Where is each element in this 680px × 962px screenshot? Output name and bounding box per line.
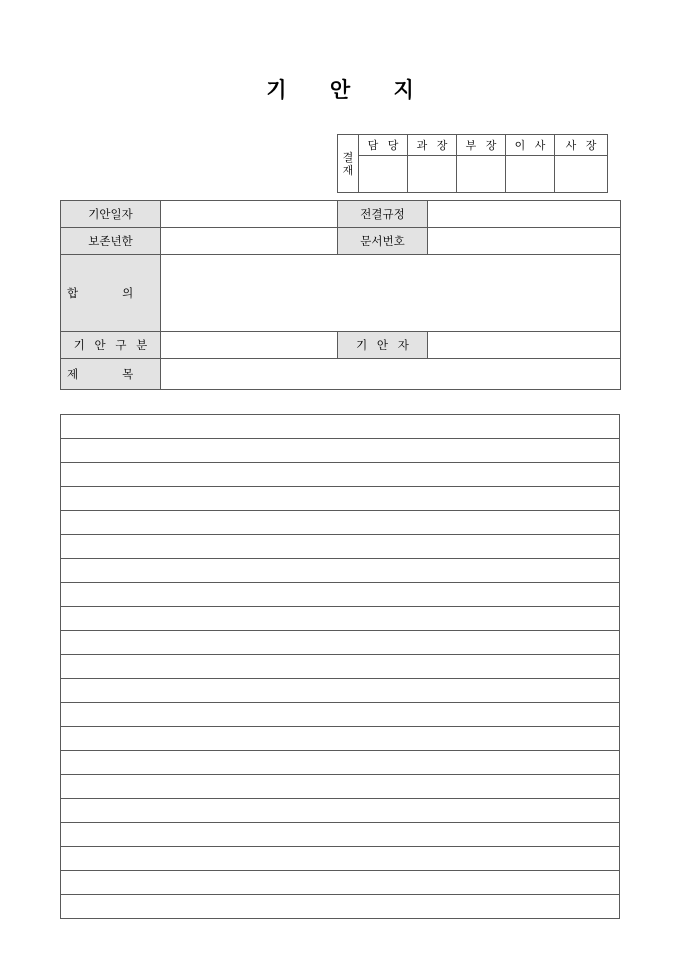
form-row-agreement [61,255,621,332]
approval-column-sajang: 사 장 [555,135,608,156]
content-line-cell[interactable] [61,511,620,535]
content-line-cell[interactable] [61,799,620,823]
approval-signature-damdang[interactable] [359,156,408,193]
approval-column-isa: 이 사 [506,135,555,156]
content-line-cell[interactable] [61,487,620,511]
content-line-cell[interactable] [61,847,620,871]
approval-label-char-2: 재 [342,163,354,177]
content-line-cell[interactable] [61,823,620,847]
content-line-cell[interactable] [61,607,620,631]
approval-signature-sajang[interactable] [555,156,608,193]
content-line-row [61,559,620,583]
value-draft-date[interactable] [161,201,338,228]
label-subject-char-1: 제 [67,367,79,381]
form-row-subject [61,359,621,390]
content-line-cell[interactable] [61,535,620,559]
content-line-row [61,703,620,727]
content-line-row [61,631,620,655]
value-delegation-rule[interactable] [428,201,621,228]
label-subject [61,359,161,390]
content-line-cell[interactable] [61,583,620,607]
label-agreement-char-2: 의 [122,286,134,300]
content-line-cell[interactable] [61,895,620,919]
label-document-number: 문서번호 [338,228,428,255]
value-retention-period[interactable] [161,228,338,255]
content-line-cell[interactable] [61,631,620,655]
content-line-row [61,679,620,703]
label-draft-date: 기안일자 [61,201,161,228]
content-line-cell[interactable] [61,463,620,487]
approval-label-cell [338,135,359,193]
content-lines-table [60,414,620,919]
content-line-row [61,511,620,535]
content-line-cell[interactable] [61,775,620,799]
content-line-row [61,415,620,439]
content-line-row [61,487,620,511]
content-line-row [61,895,620,919]
form-row-draft-date [61,201,621,228]
approval-signature-gwajang[interactable] [408,156,457,193]
approval-signature-row [338,156,608,193]
approval-label-char-1: 결 [342,150,354,164]
content-line-row [61,439,620,463]
approval-block [337,134,608,193]
approval-signature-bujang[interactable] [457,156,506,193]
content-line-row [61,607,620,631]
value-agreement[interactable] [161,255,621,332]
approval-column-bujang: 부 장 [457,135,506,156]
content-line-row [61,583,620,607]
content-line-row [61,727,620,751]
content-line-row [61,823,620,847]
label-agreement-char-1: 합 [67,286,79,300]
page-title: 기 안 지 [266,78,432,102]
content-line-cell[interactable] [61,415,620,439]
content-line-cell[interactable] [61,703,620,727]
value-draft-type[interactable] [161,332,338,359]
content-line-cell[interactable] [61,751,620,775]
label-subject-char-2: 목 [122,367,134,381]
value-drafter[interactable] [428,332,621,359]
content-line-row [61,871,620,895]
content-line-row [61,799,620,823]
label-draft-type: 기 안 구 분 [61,332,161,359]
content-line-row [61,847,620,871]
label-retention-period: 보존년한 [61,228,161,255]
content-line-row [61,463,620,487]
approval-header-row [338,135,608,156]
content-line-cell[interactable] [61,871,620,895]
content-line-cell[interactable] [61,679,620,703]
content-line-row [61,655,620,679]
label-agreement [61,255,161,332]
content-line-row [61,535,620,559]
approval-column-damdang: 담 당 [359,135,408,156]
form-row-retention-period [61,228,621,255]
content-line-cell[interactable] [61,559,620,583]
content-line-cell[interactable] [61,727,620,751]
content-line-row [61,775,620,799]
approval-column-gwajang: 과 장 [408,135,457,156]
value-subject[interactable] [161,359,621,390]
value-document-number[interactable] [428,228,621,255]
form-row-draft-type [61,332,621,359]
form-table [60,200,621,390]
label-drafter: 기 안 자 [338,332,428,359]
content-line-row [61,751,620,775]
content-line-cell[interactable] [61,439,620,463]
label-delegation-rule: 전결규정 [338,201,428,228]
content-line-cell[interactable] [61,655,620,679]
approval-signature-isa[interactable] [506,156,555,193]
